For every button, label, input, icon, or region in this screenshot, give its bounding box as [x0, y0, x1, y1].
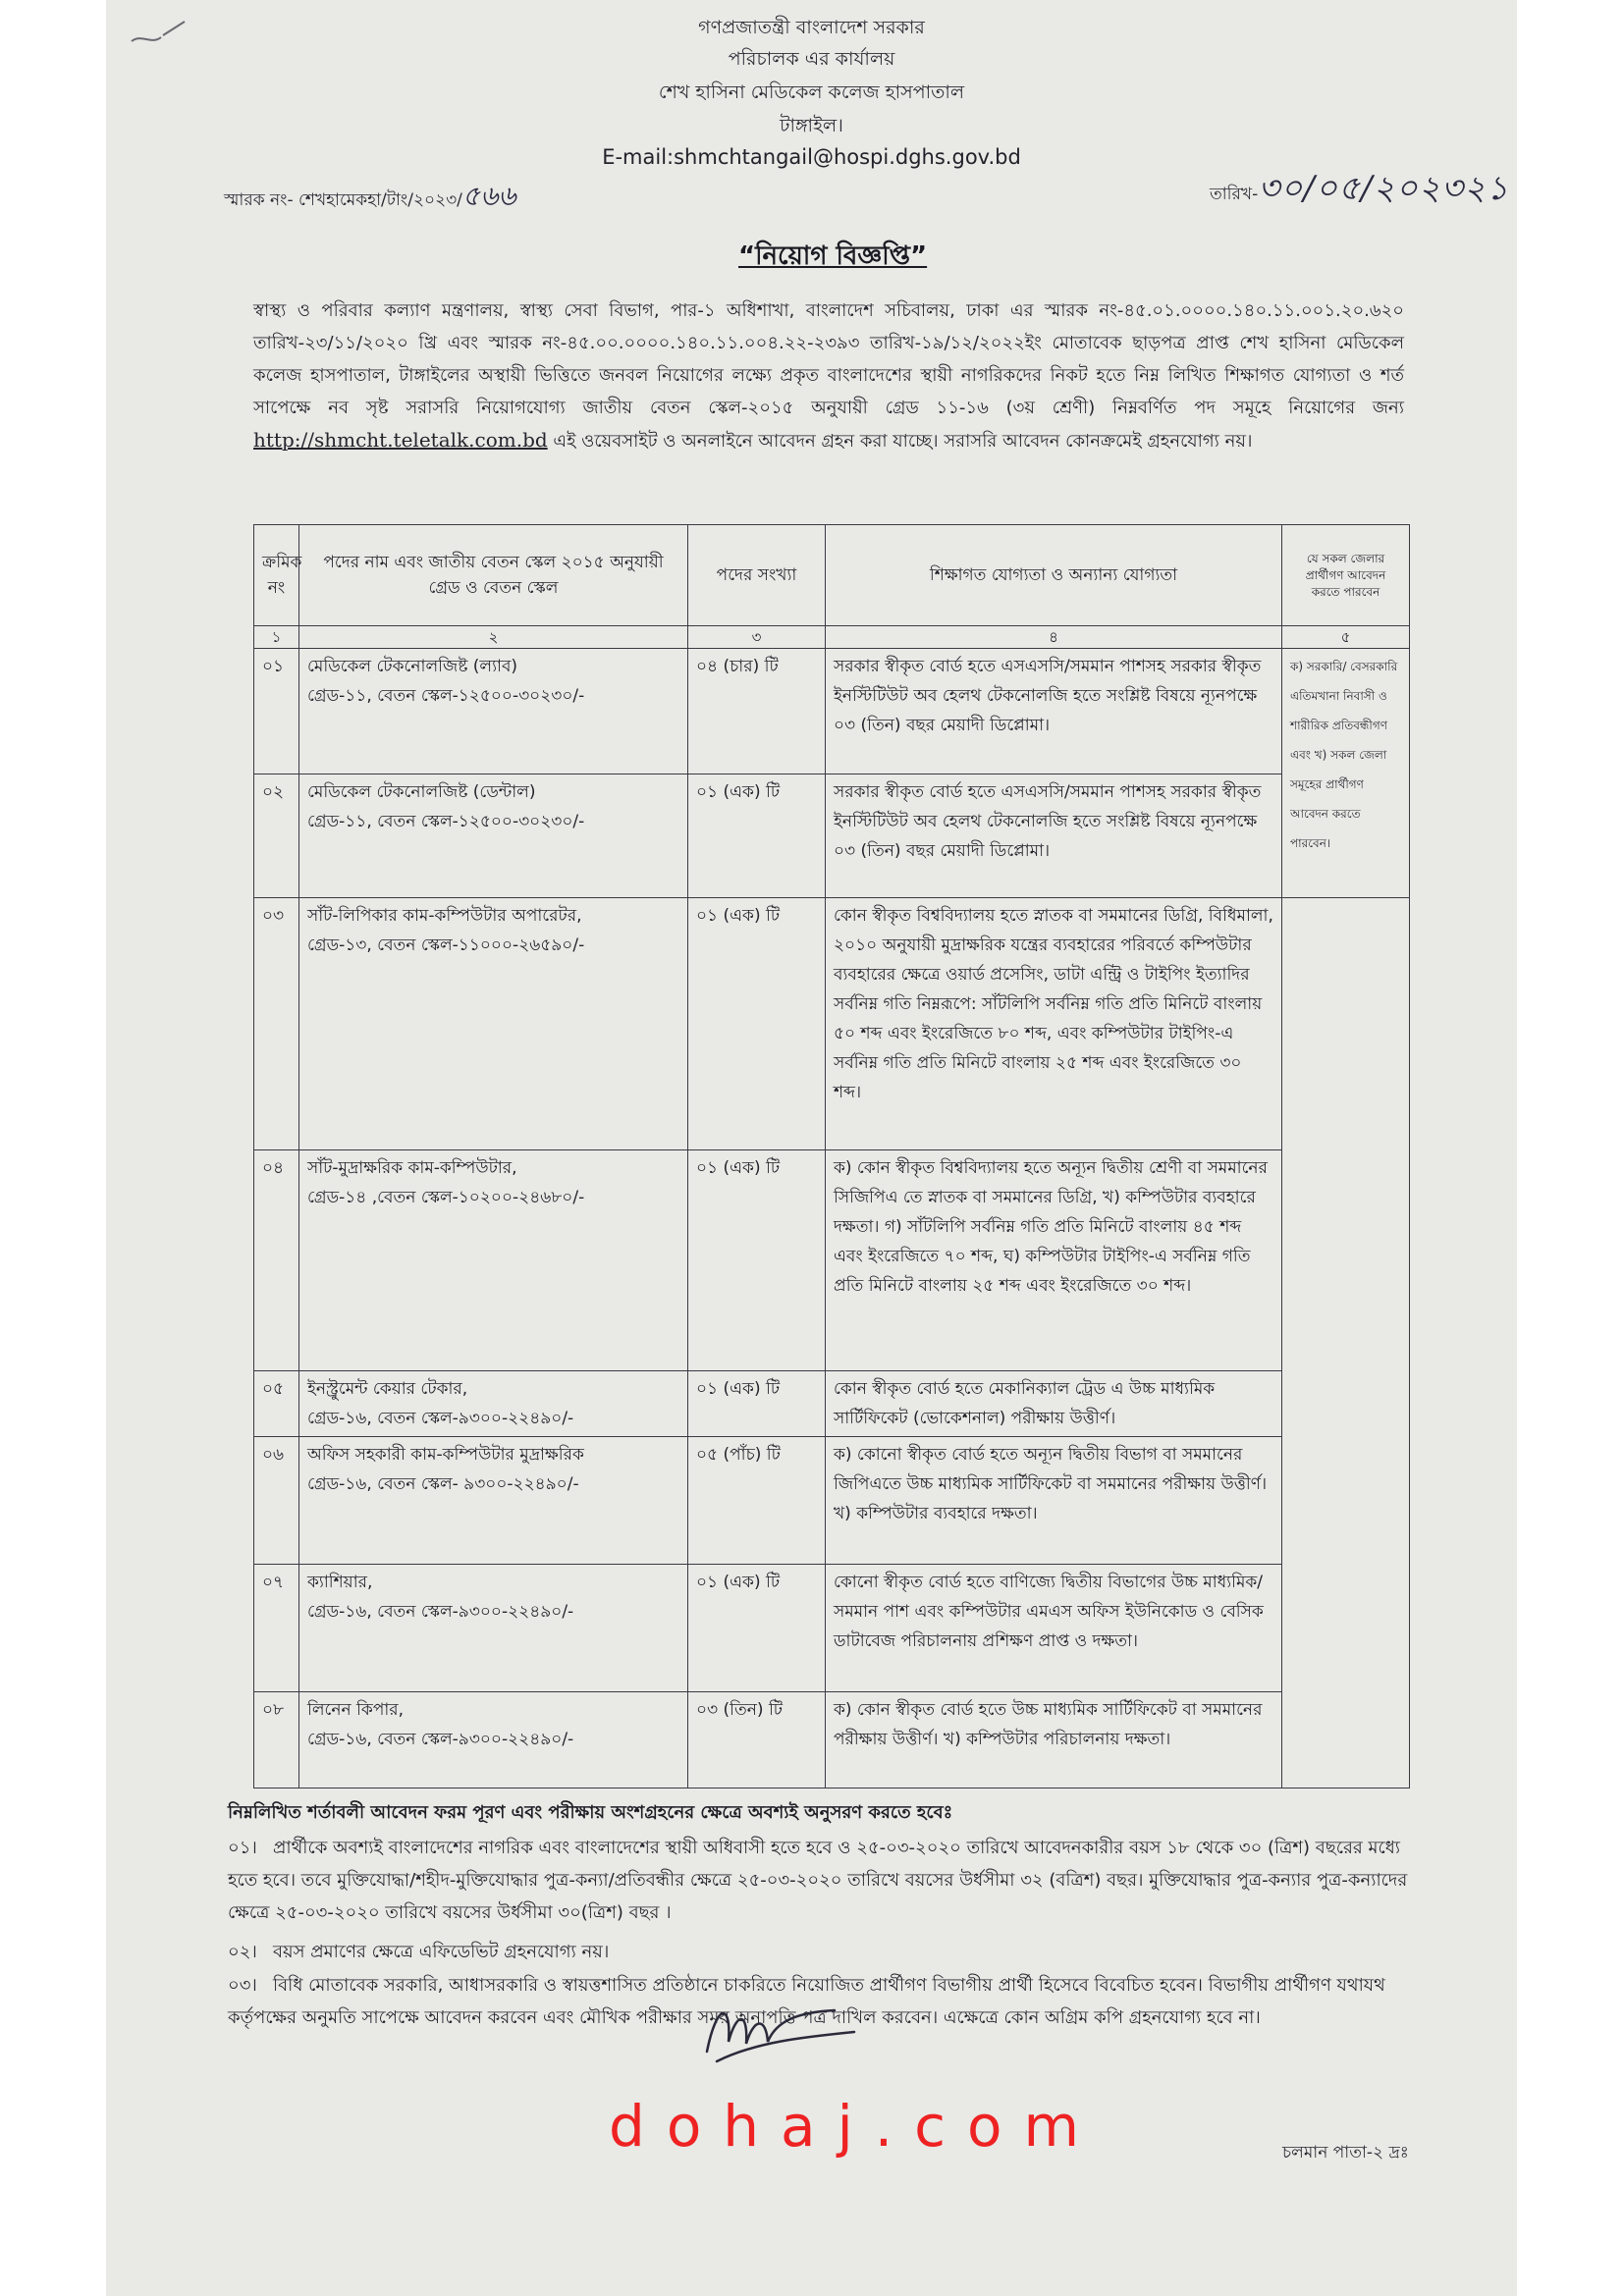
condition-item — [228, 1936, 1416, 1968]
row-post — [299, 1437, 688, 1565]
date-handwritten: ৩০/০৫/২০২৩২১ — [1258, 169, 1510, 208]
col-num: ৩ — [688, 626, 826, 649]
intro-paragraph — [253, 294, 1404, 457]
posts-table — [253, 524, 1410, 1789]
row-qualification: ক) কোনো স্বীকৃত বোর্ড হতে অন্যূন দ্বিতীয় বিভাগ বা সমমানের জিপিএতে উচ্চ মাধ্যমিক সার্টিফিকেট বা সমমানের পরীক্ষায় উত্তীর্ণ। খ) কম্পিউটার ব্যবহারে দক্ষতা। — [826, 1437, 1282, 1565]
table-row — [254, 774, 1410, 898]
signature — [687, 1983, 864, 2071]
row-serial: ০৬ — [254, 1437, 299, 1565]
row-post — [299, 649, 688, 774]
header-location: টাঙ্গাইল। — [780, 115, 843, 136]
post-grade: গ্রেড-১৩, বেতন স্কেল-১১০০০-২৬৫৯০/- — [307, 935, 585, 955]
row-serial: ০৫ — [254, 1371, 299, 1437]
post-name: সাঁট-লিপিকার কাম-কম্পিউটার অপারেটর, — [307, 906, 582, 926]
condition-number: ০২। — [228, 1942, 257, 1962]
date-label: তারিখ- — [1210, 185, 1259, 204]
condition-item — [228, 1832, 1416, 1929]
table-header-row — [254, 525, 1410, 626]
row-qualification: ক) কোন স্বীকৃত বিশ্ববিদ্যালয় হতে অন্যূন দ্বিতীয় শ্রেণী বা সমমানের সিজিপিএ তে স্নাতক বা সমমানের ডিগ্রি, খ) কম্পিউটার ব্যবহারে দক্ষতা। গ) সাঁটলিপি সর্বনিম্ন গতি প্রতি মিনিটে বাংলায় ৪৫ শব্দ এবং ইংরেজিতে ৭০ শব্দ, ঘ) কম্পিউটার টাইপিং-এ সর্বনিম্ন গতি প্রতি মিনিটে বাংলায় ২৫ শব্দ এবং ইংরেজিতে ৩০ শব্দ। — [826, 1150, 1282, 1371]
row-count: ০৪ (চার) টি — [688, 649, 826, 774]
post-name: মেডিকেল টেকনোলজিষ্ট (ল্যাব) — [307, 657, 518, 676]
post-grade: গ্রেড-১৬, বেতন স্কেল-৯৩০০-২২৪৯০/- — [307, 1602, 574, 1622]
row-eligible: ক) সরকারি/ বেসরকারি এতিমখানা নিবাসী ও শারীরিক প্রতিবন্ধীগণ এবং খ) সকল জেলা সমূহের প্রার্থীগণ আবেদন করতে পারবেন। — [1282, 649, 1410, 898]
header-post: পদের নাম এবং জাতীয় বেতন স্কেল ২০১৫ অনুযায়ী গ্রেড ও বেতন স্কেল — [299, 525, 688, 626]
row-post — [299, 1565, 688, 1692]
table-row — [254, 1692, 1410, 1789]
table-row — [254, 1371, 1410, 1437]
row-serial: ০২ — [254, 774, 299, 898]
notice-title: “নিয়োগ বিজ্ঞপ্তি” — [738, 241, 928, 271]
condition-number: ০৩। — [228, 1975, 257, 1996]
row-eligible-empty — [1282, 898, 1410, 1789]
conditions-heading: নিম্নলিখিত শর্তাবলী আবেদন ফরম পূরণ এবং পরীক্ষায় অংশগ্রহনের ক্ষেত্রে অবশ্যই অনুসরণ করতে হবেঃ — [228, 1802, 953, 1823]
table-row — [254, 1565, 1410, 1692]
row-count: ০১ (এক) টি — [688, 1565, 826, 1692]
row-post — [299, 1150, 688, 1371]
row-qualification: সরকার স্বীকৃত বোর্ড হতে এসএসসি/সমমান পাশসহ সরকার স্বীকৃত ইনস্টিটিউট অব হেলথ টেকনোলজি হতে সংশ্লিষ্ট বিষয়ে ন্যূনপক্ষে ০৩ (তিন) বছর মেয়াদী ডিপ্লোমা। — [826, 774, 1282, 898]
post-name: ইনস্ট্রুমেন্ট কেয়ার টেকার, — [307, 1379, 468, 1399]
post-name: অফিস সহকারী কাম-কম্পিউটার মুদ্রাক্ষরিক — [307, 1445, 584, 1465]
post-grade: গ্রেড-১৬, বেতন স্কেল-৯৩০০-২২৪৯০/- — [307, 1730, 574, 1749]
row-qualification: কোন স্বীকৃত বোর্ড হতে মেকানিক্যাল ট্রেড এ উচ্চ মাধ্যমিক সার্টিফিকেট (ভোকেশনাল) পরীক্ষায় উত্তীর্ণ। — [826, 1371, 1282, 1437]
table-row — [254, 1150, 1410, 1371]
col-num: ১ — [254, 626, 299, 649]
row-count: ০১ (এক) টি — [688, 774, 826, 898]
row-serial: ০৮ — [254, 1692, 299, 1789]
header-office: পরিচালক এর কার্যালয় — [728, 48, 895, 70]
application-url-link[interactable]: http://shmcht.teletalk.com.bd — [253, 428, 548, 452]
row-count: ০৫ (পাঁচ) টি — [688, 1437, 826, 1565]
table-row — [254, 649, 1410, 774]
condition-text: প্রার্থীকে অবশ্যই বাংলাদেশের নাগরিক এবং বাংলাদেশের স্থায়ী অধিবাসী হতে হবে ও ২৫-০৩-২০২০ তারিখে আবেদনকারীর বয়স ১৮ থেকে ৩০ (ত্রিশ) বছরের মধ্যে হতে হবে। তবে মুক্তিযোদ্ধা/শহীদ-মুক্তিযোদ্ধার পুত্র-কন্যা/প্রতিবন্ধীর ক্ষেত্রে ২৫-০৩-২০২০ তারিখে বয়সের উর্ধসীমা ৩২ (বত্রিশ) বছর। মুক্তিযোদ্ধার পুত্র-কন্যার পুত্র-কন্যাদের ক্ষেত্রে ২৫-০৩-২০২০ তারিখে বয়সের উর্ধসীমা ৩০(ত্রিশ) বছর । — [228, 1838, 1408, 1923]
condition-number: ০১। — [228, 1838, 257, 1858]
row-count: ০১ (এক) টি — [688, 1371, 826, 1437]
header-qualification: শিক্ষাগত যোগ্যতা ও অন্যান্য যোগ্যতা — [826, 525, 1282, 626]
memo-handwritten: ৫৬৬ — [461, 180, 516, 212]
post-grade: গ্রেড-১৬, বেতন স্কেল- ৯৩০০-২২৪৯০/- — [307, 1474, 579, 1494]
post-grade: গ্রেড-১১, বেতন স্কেল-১২৫০০-৩০২৩০/- — [307, 812, 585, 831]
post-name: লিনেন কিপার, — [307, 1700, 405, 1720]
row-count: ০৩ (তিন) টি — [688, 1692, 826, 1789]
row-qualification: সরকার স্বীকৃত বোর্ড হতে এসএসসি/সমমান পাশসহ সরকার স্বীকৃত ইনস্টিটিউট অব হেলথ টেকনোলজি হতে সংশ্লিষ্ট বিষয়ে ন্যূনপক্ষে ০৩ (তিন) বছর মেয়াদী ডিপ্লোমা। — [826, 649, 1282, 774]
post-grade: গ্রেড-১৪ ,বেতন স্কেল-১০২০০-২৪৬৮০/- — [307, 1188, 585, 1207]
row-post — [299, 774, 688, 898]
header-serial: ক্রমিক নং — [254, 525, 299, 626]
row-qualification: কোন স্বীকৃত বিশ্ববিদ্যালয় হতে স্নাতক বা সমমানের ডিগ্রি, বিধিমালা, ২০১০ অনুযায়ী মুদ্রাক্ষরিক যন্ত্রের ব্যবহারের পরিবর্তে কম্পিউটার ব্যবহারের ক্ষেত্রে ওয়ার্ড প্রসেসিং, ডাটা এন্ট্রি ও টাইপিং ইত্যাদির সর্বনিম্ন গতি নিম্নরূপে: সাঁটলিপি সর্বনিম্ন গতি প্রতি মিনিটে বাংলায় ৫০ শব্দ এবং ইংরেজিতে ৮০ শব্দ, এবং কম্পিউটার টাইপিং-এ সর্বনিম্ন গতি প্রতি মিনিটে বাংলায় ২৫ শব্দ এবং ইংরেজিতে ৩০ শব্দ। — [826, 898, 1282, 1150]
header-email: E-mail:shmchtangail@hospi.dghs.gov.bd — [602, 145, 1021, 169]
row-count: ০১ (এক) টি — [688, 898, 826, 1150]
issue-date — [1210, 163, 1509, 219]
post-name: মেডিকেল টেকনোলজিষ্ট (ডেন্টাল) — [307, 782, 536, 802]
watermark: dohaj.com — [609, 2093, 1102, 2160]
row-serial: ০৪ — [254, 1150, 299, 1371]
row-serial: ০৩ — [254, 898, 299, 1150]
row-serial: ০৭ — [254, 1565, 299, 1692]
row-post — [299, 1371, 688, 1437]
row-post — [299, 898, 688, 1150]
memo-prefix: স্মারক নং- শেখহামেকহা/টাং/২০২৩/ — [224, 190, 462, 210]
post-grade: গ্রেড-১৬, বেতন স্কেল-৯৩০০-২২৪৯০/- — [307, 1409, 574, 1428]
post-name: সাঁট-মুদ্রাক্ষরিক কাম-কম্পিউটার, — [307, 1158, 517, 1178]
continuation-note: চলমান পাতা-২ দ্রঃ — [1282, 2143, 1409, 2163]
condition-text: বিধি মোতাবেক সরকারি, আধাসরকারি ও স্বায়ত্তশাসিত প্রতিষ্ঠানে চাকরিতে নিয়োজিত প্রার্থীগণ বিভাগীয় প্রার্থী হিসেবে বিবেচিত হবেন। বিভাগীয় প্রার্থীগণ যথাযথ কর্তৃপক্ষের অনুমতি সাপেক্ষে আবেদন করবেন এবং মৌখিক পরীক্ষার সময় অনাপত্তি পত্র দাখিল করবেন। এক্ষেত্রে কোন অগ্রিম কপি গ্রহনযোগ্য হবে না। — [228, 1975, 1385, 2028]
row-qualification: ক) কোন স্বীকৃত বোর্ড হতে উচ্চ মাধ্যমিক সার্টিফিকেট বা সমমানের পরীক্ষায় উত্তীর্ণ। খ) কম্পিউটার পরিচালনায় দক্ষতা। — [826, 1692, 1282, 1789]
memo-number — [224, 175, 516, 221]
row-qualification: কোনো স্বীকৃত বোর্ড হতে বাণিজ্যে দ্বিতীয় বিভাগের উচ্চ মাধ্যমিক/ সমমান পাশ এবং কম্পিউটার এমএস অফিস ইউনিকোড ও বেসিক ডাটাবেজ পরিচালনায় প্রশিক্ষণ প্রাপ্ত ও দক্ষতা। — [826, 1565, 1282, 1692]
header-government: গণপ্রজাতন্ত্রী বাংলাদেশ সরকার — [698, 17, 925, 38]
post-grade: গ্রেড-১১, বেতন স্কেল-১২৫০০-৩০২৩০/- — [307, 686, 585, 706]
col-num: ২ — [299, 626, 688, 649]
condition-text: বয়স প্রমাণের ক্ষেত্রে এফিডেভিট গ্রহনযোগ্য নয়। — [273, 1942, 610, 1962]
col-num: ৫ — [1282, 626, 1410, 649]
header-hospital: শেখ হাসিনা মেডিকেল কলেজ হাসপাতাল — [658, 81, 965, 103]
table-row — [254, 898, 1410, 1150]
intro-text: স্বাস্থ্য ও পরিবার কল্যাণ মন্ত্রণালয়, স্বাস্থ্য সেবা বিভাগ, পার-১ অধিশাখা, বাংলাদেশ সচিবালয়, ঢাকা এর স্মারক নং-৪৫.০১.০০০০.১৪০.১১.০০১.২০.৬২০ তারিখ-২৩/১১/২০২০ খ্রি এবং স্মারক নং-৪৫.০০.০০০০.১৪০.১১.০০৪.২২-২৩৯৩ তারিখ-১৯/১২/২০২২ইং মোতাবেক ছাড়পত্র প্রাপ্ত শেখ হাসিনা মেডিকেল কলেজ হাসপাতাল, টাঙ্গাইলের অস্থায়ী ভিত্তিতে জনবল নিয়োগের লক্ষ্যে প্রকৃত বাংলাদেশের স্থায়ী নাগরিকদের নিকট হতে নিম্ন লিখিত শিক্ষাগত যোগ্যতা ও শর্ত সাপেক্ষে নব সৃষ্ট সরাসরি নিয়োগযোগ্য জাতীয় বেতন স্কেল-২০১৫ অনুযায়ী গ্রেড ১১-১৬ (৩য় শ্রেণী) নিম্নবর্ণিত পদ সমূহে নিয়োগের জন্য — [253, 300, 1404, 418]
intro-text-end: এই ওয়েবসাইট ও অনলাইনে আবেদন গ্রহন করা যাচ্ছে। সরাসরি আবেদন কোনক্রমেই গ্রহনযোগ্য নয়। — [553, 431, 1253, 452]
col-num: ৪ — [826, 626, 1282, 649]
row-count: ০১ (এক) টি — [688, 1150, 826, 1371]
post-name: ক্যাশিয়ার, — [307, 1573, 373, 1592]
row-post — [299, 1692, 688, 1789]
header-eligible: যে সকল জেলার প্রার্থীগণ আবেদন করতে পারবেন — [1282, 525, 1410, 626]
header-count: পদের সংখ্যা — [688, 525, 826, 626]
column-number-row — [254, 626, 1410, 649]
row-serial: ০১ — [254, 649, 299, 774]
table-row — [254, 1437, 1410, 1565]
